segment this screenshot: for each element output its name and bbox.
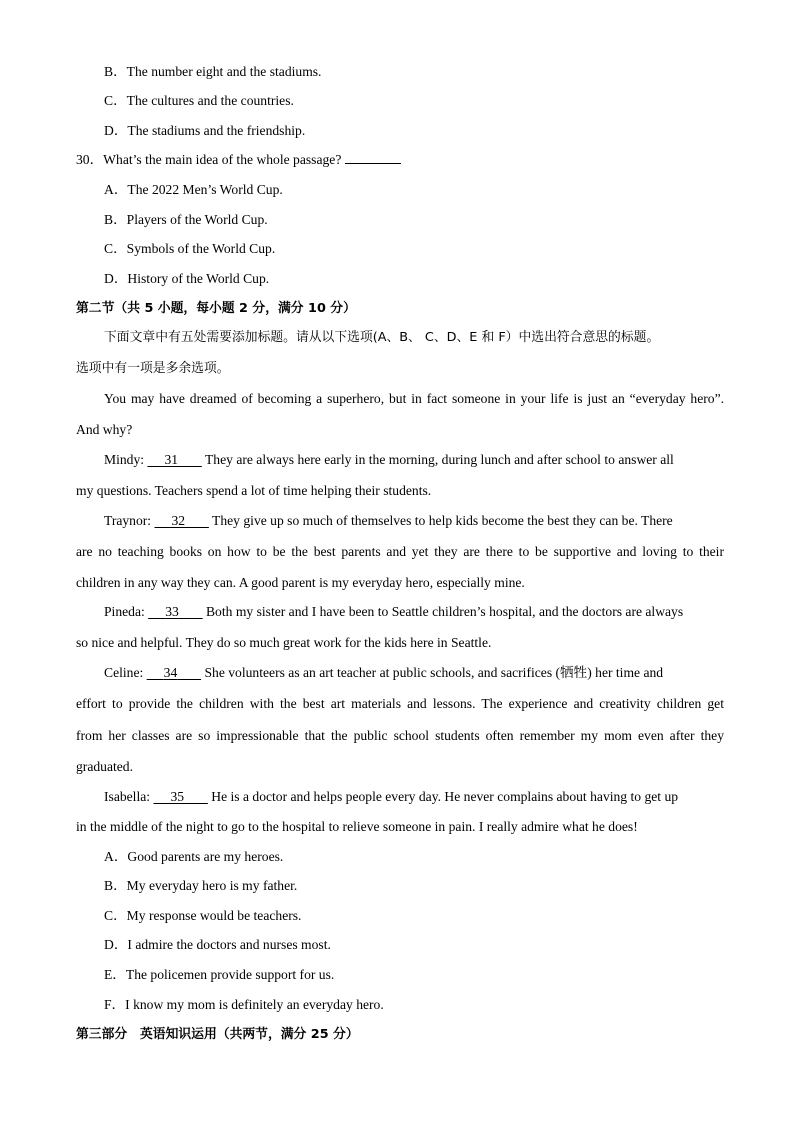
traynor-line-3: children in any way they can. A good parent is my everyday hero, especially mine.: [76, 575, 525, 590]
q29-option-b: B．The number eight and the stadiums.: [104, 64, 322, 79]
isabella-line-2: in the middle of the night to go to the hospital to relieve someone in pain. I really admire what he does!: [76, 819, 638, 834]
choice-a: A．Good parents are my heroes.: [104, 849, 284, 864]
q29-option-c: C．The cultures and the countries.: [104, 93, 294, 108]
speaker-traynor: Traynor:: [104, 513, 152, 528]
passage-intro-line-2: And why?: [76, 422, 133, 437]
traynor-line-1: They give up so much of themselves to help kids become the best they can be. There: [212, 513, 673, 528]
section2-instructions-2: 选项中有一项是多余选项。: [76, 361, 230, 376]
blank-number-33: 33: [165, 604, 179, 619]
paragraph-mindy: [104, 451, 674, 469]
choice-b: B．My everyday hero is my father.: [104, 878, 298, 893]
speaker-isabella: Isabella:: [104, 789, 151, 804]
choice-f: F．I know my mom is definitely an everyday hero.: [104, 997, 384, 1012]
part3-heading: 第三部分 英语知识运用（共两节，满分 25 分）: [76, 1027, 359, 1042]
mindy-line-1: They are always here early in the morning, during lunch and after school to answer all: [204, 452, 674, 467]
celine-line-2: effort to provide the children with the best art materials and lessons. The experience and creativity children get: [76, 696, 724, 711]
paragraph-celine: [104, 664, 663, 682]
blank-number-35: 35: [170, 789, 185, 804]
answer-blank-34[interactable]: [147, 664, 201, 682]
blank-number-32: 32: [171, 513, 186, 528]
speaker-celine: Celine:: [104, 665, 144, 680]
choice-d: D．I admire the doctors and nurses most.: [104, 937, 331, 952]
answer-blank-35[interactable]: [153, 788, 207, 806]
q30-option-b: B．Players of the World Cup.: [104, 212, 268, 227]
section2-heading: 第二节（共 5 小题，每小题 2 分，满分 10 分）: [76, 301, 356, 316]
paragraph-pineda: [104, 603, 683, 621]
traynor-line-2: are no teaching books on how to be the best parents and yet they are there to be supportive and loving to their: [76, 544, 724, 559]
pineda-line-1: Both my sister and I have been to Seattle children’s hospital, and the doctors are always: [205, 604, 684, 619]
speaker-mindy: Mindy:: [104, 452, 145, 467]
choice-e: E．The policemen provide support for us.: [104, 967, 335, 982]
q29-option-d: D．The stadiums and the friendship.: [104, 123, 306, 138]
q30-stem: [76, 151, 401, 169]
answer-blank-32[interactable]: [155, 512, 209, 530]
speaker-pineda: Pineda:: [104, 604, 145, 619]
celine-line-4: graduated.: [76, 759, 133, 774]
answer-blank-33[interactable]: [148, 603, 202, 621]
blank-number-34: 34: [163, 665, 178, 680]
isabella-line-1: He is a doctor and helps people every day. He never complains about having to get up: [211, 789, 679, 804]
q30-stem-text: 30．What’s the main idea of the whole passage?: [76, 152, 342, 167]
q30-option-d: D．History of the World Cup.: [104, 271, 270, 286]
pineda-line-2: so nice and helpful. They do so much great work for the kids here in Seattle.: [76, 635, 492, 650]
paragraph-traynor: [104, 512, 673, 530]
q30-option-a: A．The 2022 Men’s World Cup.: [104, 182, 283, 197]
answer-blank-31[interactable]: [147, 451, 201, 469]
celine-line-1: She volunteers as an art teacher at public schools, and sacrifices (牺牲) her time and: [204, 665, 664, 680]
q30-answer-blank[interactable]: [345, 151, 401, 164]
blank-number-31: 31: [164, 452, 179, 467]
q30-option-c: C．Symbols of the World Cup.: [104, 241, 276, 256]
section2-instructions-1: 下面文章中有五处需要添加标题。请从以下选项(A、B、 C、D、E 和 F）中选出符合意思的标题。: [104, 330, 660, 345]
choice-c: C．My response would be teachers.: [104, 908, 302, 923]
celine-line-3: from her classes are so impressionable that the public school students often remember my mom even after they: [76, 728, 724, 743]
passage-intro-line-1: You may have dreamed of becoming a superhero, but in fact someone in your life is just an “everyday hero”.: [104, 391, 724, 406]
mindy-line-2: my questions. Teachers spend a lot of time helping their students.: [76, 483, 432, 498]
paragraph-isabella: [104, 788, 678, 806]
